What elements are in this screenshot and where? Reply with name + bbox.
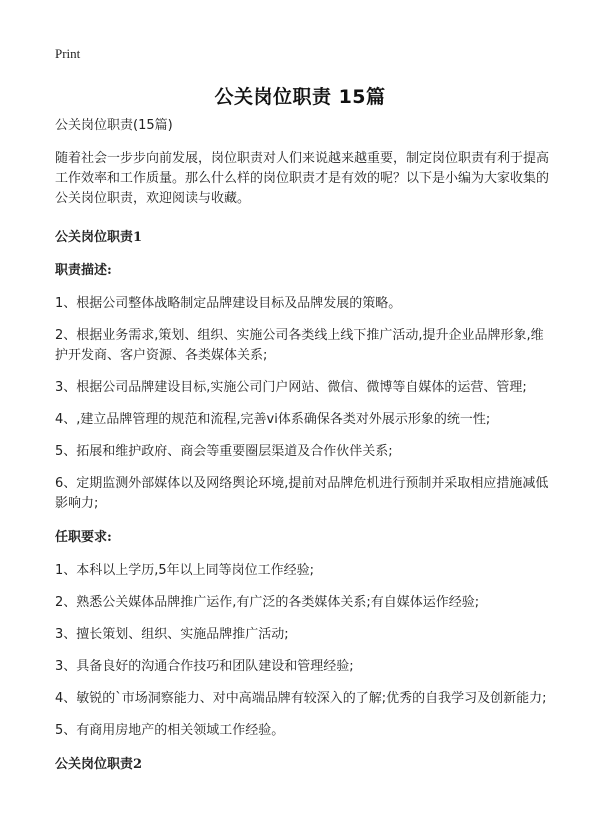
intro-paragraph: 随着社会一步步向前发展，岗位职责对人们来说越来越重要，制定岗位职责有利于提高工作效率和工作质量。那么什么样的岗位职责才是有效的呢？以下是小编为大家收集的公关岗位职责，欢迎阅读与收藏。 [55, 151, 550, 206]
requirement-item: 4、敏锐的`市场洞察能力、对中高端品牌有较深入的了解;优秀的自我学习及创新能力; [55, 691, 547, 706]
duty-item: 6、定期监测外部媒体以及网络舆论环境,提前对品牌危机进行预制并采取相应措施减低影响力; [55, 476, 549, 511]
document-subtitle: 公关岗位职责(15篇) [55, 118, 173, 133]
document-body [55, 116, 555, 788]
requirement-item: 2、熟悉公关媒体品牌推广运作,有广泛的各类媒体关系;有自媒体运作经验; [55, 595, 480, 610]
requirement-item: 3、擅长策划、组织、实施品牌推广活动; [55, 627, 289, 642]
requirement-item: 5、有商用房地产的相关领域工作经验。 [55, 723, 285, 738]
document-title: 公关岗位职责 15篇 [214, 86, 386, 108]
section-heading: 公关岗位职责2 [55, 757, 143, 772]
section-heading: 公关岗位职责1 [55, 230, 143, 245]
duty-item: 5、拓展和维护政府、商会等重要圈层渠道及合作伙伴关系; [55, 444, 393, 459]
requirements-heading: 任职要求: [55, 530, 112, 545]
duty-item: 4、,建立品牌管理的规范和流程,完善vi体系确保各类对外展示形象的统一性; [55, 412, 491, 427]
duty-description-heading: 职责描述: [55, 263, 112, 278]
print-label[interactable]: Print [55, 46, 81, 61]
requirement-item: 3、具备良好的沟通合作技巧和团队建设和管理经验; [55, 659, 354, 674]
requirement-item: 1、本科以上学历,5年以上同等岗位工作经验; [55, 563, 315, 578]
duty-item: 2、根据业务需求,策划、组织、实施公司各类线上线下推广活动,提升企业品牌形象,维护开发商、客户资源、各类媒体关系; [55, 328, 544, 363]
duty-item: 3、根据公司品牌建设目标,实施公司门户网站、微信、微博等自媒体的运营、管理; [55, 380, 527, 395]
duty-item: 1、根据公司整体战略制定品牌建设目标及品牌发展的策略。 [55, 296, 402, 311]
